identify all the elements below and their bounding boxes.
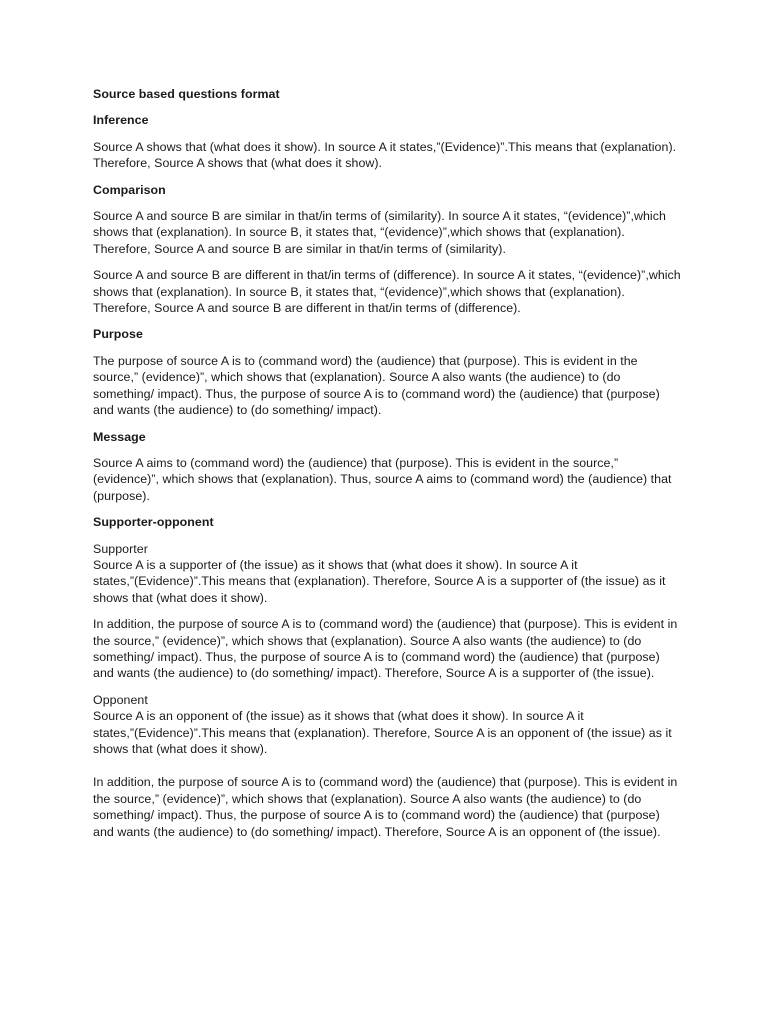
- document-page: [93, 86, 683, 840]
- supporter-opponent-heading: Supporter-opponent: [93, 515, 214, 530]
- purpose-paragraph: The purpose of source A is to (command word) the (audience) that (purpose). This is evident in the source,” (evidence)”, which shows that (explanation). Source A also wants (the audience) to (do something/ impact). Thus, the purpose of source A is to (command word) the (audience) that (purpose) and wants (the audience) to (do something/ impact).: [93, 353, 660, 418]
- supporter-paragraph: Source A is a supporter of (the issue) as it shows that (what does it show). In source A it states,”(Evidence)”.This means that (explanation). Therefore, Source A is a supporter of (the issue) as it shows that (what does it show).: [93, 557, 666, 605]
- inference-paragraph: Source A shows that (what does it show). In source A it states,”(Evidence)”.This means that (explanation). Therefore, Source A shows that (what does it show).: [93, 139, 677, 171]
- message-paragraph: Source A aims to (command word) the (audience) that (purpose). This is evident in the source,” (evidence)”, which shows that (explanation). Thus, source A aims to (command word) the (audience) that (purpose).: [93, 455, 672, 503]
- comparison-different-paragraph: Source A and source B are different in that/in terms of (difference). In source A it states, “(evidence)”,which shows that (explanation). In source B, it states that, “(evidence)”,which shows that (explanation). Therefore, Source A and source B are different in that/in terms of (difference).: [93, 268, 681, 316]
- message-heading: Message: [93, 429, 146, 444]
- supporter-addition-paragraph: In addition, the purpose of source A is to (command word) the (audience) that (purpose). This is evident in the source,” (evidence)”, which shows that (explanation). Source A also wants (the audience) to (do something/ impact). Thus, the purpose of source A is to (command word) the (audience) that (purpose) and wants (the audience) to (do something/ impact). Therefore, Source A is a supporter of (the issue).: [93, 617, 678, 681]
- opponent-paragraph: Source A is an opponent of (the issue) as it shows that (what does it show). In source A it states,”(Evidence)”.This means that (explanation). Therefore, Source A is an opponent of (the issue) as it shows that (what does it show).: [93, 709, 672, 756]
- supporter-label: Supporter: [93, 541, 148, 556]
- comparison-similar-paragraph: Source A and source B are similar in that/in terms of (similarity). In source A it states, “(evidence)”,which shows that (explanation). In source B, it states that, “(evidence)”,which shows that (explanation). Therefore, Source A and source B are similar in that/in terms of (similarity).: [93, 209, 666, 256]
- inference-heading: Inference: [93, 113, 149, 128]
- opponent-addition-paragraph: In addition, the purpose of source A is to (command word) the (audience) that (purpose). This is evident in the source,” (evidence)”, which shows that (explanation). Source A also wants (the audience) to (do something/ impact). Thus, the purpose of source A is to (command word) the (audience) that (purpose) and wants (the audience) to (do something/ impact). Therefore, Source A is an opponent of (the issue).: [93, 775, 678, 839]
- comparison-heading: Comparison: [93, 182, 166, 197]
- purpose-heading: Purpose: [93, 327, 143, 342]
- opponent-label: Opponent: [93, 692, 148, 707]
- document-title: Source based questions format: [93, 87, 280, 101]
